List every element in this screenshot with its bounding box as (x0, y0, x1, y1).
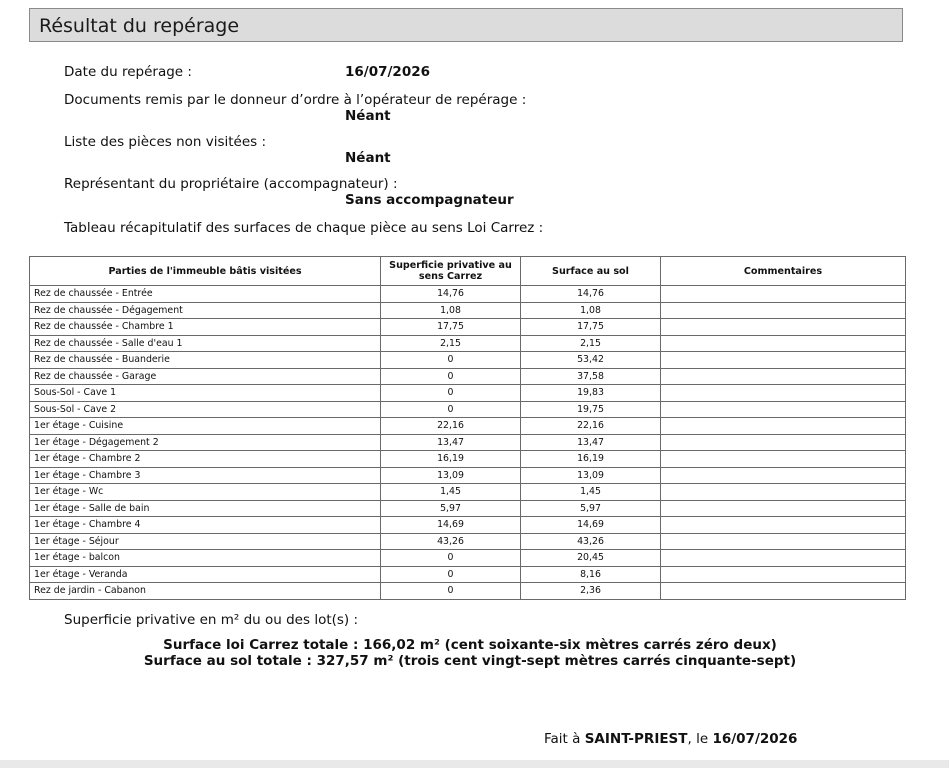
table-row (30, 434, 906, 451)
cell-commentaire (661, 517, 906, 534)
cell-sol: 13,09 (521, 467, 661, 484)
section-title: Résultat du repérage (39, 15, 240, 37)
header-parties: Parties de l'immeuble bâtis visitées (30, 257, 381, 286)
cell-partie: 1er étage - Dégagement 2 (30, 434, 381, 451)
pieces-value: Néant (345, 150, 391, 166)
signature-city: SAINT-PRIEST (584, 731, 688, 747)
cell-sol: 1,08 (521, 302, 661, 319)
cell-sol: 20,45 (521, 550, 661, 567)
cell-commentaire (661, 533, 906, 550)
header-sol: Surface au sol (521, 257, 661, 286)
date-label: Date du repérage : (64, 64, 192, 80)
cell-commentaire (661, 352, 906, 369)
cell-carrez: 0 (381, 401, 521, 418)
documents-label: Documents remis par le donneur d’ordre à l’opérateur de repérage : (64, 92, 527, 108)
documents-value: Néant (345, 108, 391, 124)
cell-carrez: 13,47 (381, 434, 521, 451)
cell-partie: Rez de chaussée - Chambre 1 (30, 319, 381, 336)
cell-carrez: 0 (381, 583, 521, 600)
cell-partie: 1er étage - Wc (30, 484, 381, 501)
cell-sol: 37,58 (521, 368, 661, 385)
cell-commentaire (661, 484, 906, 501)
cell-sol: 8,16 (521, 566, 661, 583)
cell-commentaire (661, 434, 906, 451)
cell-partie: Rez de chaussée - Salle d'eau 1 (30, 335, 381, 352)
cell-partie: 1er étage - Cuisine (30, 418, 381, 435)
cell-partie: 1er étage - Chambre 2 (30, 451, 381, 468)
cell-commentaire (661, 302, 906, 319)
cell-carrez: 22,16 (381, 418, 521, 435)
cell-sol: 16,19 (521, 451, 661, 468)
cell-commentaire (661, 467, 906, 484)
cell-sol: 53,42 (521, 352, 661, 369)
cell-carrez: 0 (381, 352, 521, 369)
cell-partie: Sous-Sol - Cave 1 (30, 385, 381, 402)
cell-sol: 43,26 (521, 533, 661, 550)
carrez-total: Surface loi Carrez totale : 166,02 m² (cent soixante-six mètres carrés zéro deux) (163, 637, 777, 653)
section-header (29, 8, 903, 42)
cell-sol: 1,45 (521, 484, 661, 501)
cell-sol: 5,97 (521, 500, 661, 517)
cell-carrez: 0 (381, 566, 521, 583)
cell-partie: Rez de chaussée - Dégagement (30, 302, 381, 319)
signature-middle: , le (687, 731, 713, 747)
table-row (30, 335, 906, 352)
representant-label: Représentant du propriétaire (accompagnateur) : (64, 176, 398, 192)
cell-partie: Rez de chaussée - Buanderie (30, 352, 381, 369)
header-commentaires: Commentaires (661, 257, 906, 286)
table-row (30, 401, 906, 418)
cell-carrez: 1,08 (381, 302, 521, 319)
table-row (30, 319, 906, 336)
table-row (30, 484, 906, 501)
cell-carrez: 14,76 (381, 286, 521, 303)
cell-commentaire (661, 385, 906, 402)
sol-total: Surface au sol totale : 327,57 m² (trois cent vingt-sept mètres carrés cinquante-sept) (143, 653, 797, 669)
cell-commentaire (661, 583, 906, 600)
cell-carrez: 13,09 (381, 467, 521, 484)
signature-date: 16/07/2026 (712, 731, 798, 747)
cell-carrez: 17,75 (381, 319, 521, 336)
table-row (30, 517, 906, 534)
cell-sol: 2,36 (521, 583, 661, 600)
cell-carrez: 2,15 (381, 335, 521, 352)
cell-carrez: 43,26 (381, 533, 521, 550)
page-bottom-edge (0, 760, 949, 768)
cell-carrez: 1,45 (381, 484, 521, 501)
cell-commentaire (661, 401, 906, 418)
cell-sol: 2,15 (521, 335, 661, 352)
cell-partie: 1er étage - balcon (30, 550, 381, 567)
summary-label: Superficie privative en m² du ou des lot(s) : (64, 612, 359, 628)
cell-commentaire (661, 368, 906, 385)
table-row (30, 500, 906, 517)
table-row (30, 550, 906, 567)
table-row (30, 418, 906, 435)
pieces-label: Liste des pièces non visitées : (64, 134, 267, 150)
cell-partie: 1er étage - Séjour (30, 533, 381, 550)
table-row (30, 385, 906, 402)
cell-partie: 1er étage - Chambre 4 (30, 517, 381, 534)
table-row (30, 467, 906, 484)
cell-commentaire (661, 566, 906, 583)
cell-carrez: 16,19 (381, 451, 521, 468)
cell-sol: 19,75 (521, 401, 661, 418)
cell-sol: 14,76 (521, 286, 661, 303)
cell-partie: 1er étage - Chambre 3 (30, 467, 381, 484)
cell-carrez: 14,69 (381, 517, 521, 534)
table-row (30, 583, 906, 600)
cell-commentaire (661, 451, 906, 468)
cell-commentaire (661, 418, 906, 435)
representant-value: Sans accompagnateur (345, 192, 514, 208)
table-row (30, 566, 906, 583)
cell-commentaire (661, 550, 906, 567)
cell-sol: 19,83 (521, 385, 661, 402)
cell-partie: 1er étage - Veranda (30, 566, 381, 583)
cell-sol: 14,69 (521, 517, 661, 534)
cell-partie: Rez de jardin - Cabanon (30, 583, 381, 600)
surfaces-table (29, 256, 906, 600)
cell-carrez: 0 (381, 385, 521, 402)
cell-partie: Rez de chaussée - Entrée (30, 286, 381, 303)
cell-partie: 1er étage - Salle de bain (30, 500, 381, 517)
signature-prefix: Fait à (544, 731, 585, 747)
cell-commentaire (661, 335, 906, 352)
table-row (30, 352, 906, 369)
tableau-label: Tableau récapitulatif des surfaces de chaque pièce au sens Loi Carrez : (64, 220, 544, 236)
cell-carrez: 5,97 (381, 500, 521, 517)
cell-partie: Rez de chaussée - Garage (30, 368, 381, 385)
header-carrez: Superficie privative au sens Carrez (381, 257, 521, 286)
cell-sol: 13,47 (521, 434, 661, 451)
cell-sol: 17,75 (521, 319, 661, 336)
cell-carrez: 0 (381, 550, 521, 567)
table-body (30, 286, 906, 600)
cell-commentaire (661, 500, 906, 517)
cell-carrez: 0 (381, 368, 521, 385)
table-row (30, 451, 906, 468)
cell-commentaire (661, 286, 906, 303)
cell-commentaire (661, 319, 906, 336)
cell-sol: 22,16 (521, 418, 661, 435)
cell-partie: Sous-Sol - Cave 2 (30, 401, 381, 418)
date-value: 16/07/2026 (345, 64, 431, 80)
table-row (30, 533, 906, 550)
table-header-row (30, 257, 906, 286)
signature-line (544, 731, 797, 747)
table-row (30, 368, 906, 385)
table-row (30, 286, 906, 303)
table-row (30, 302, 906, 319)
